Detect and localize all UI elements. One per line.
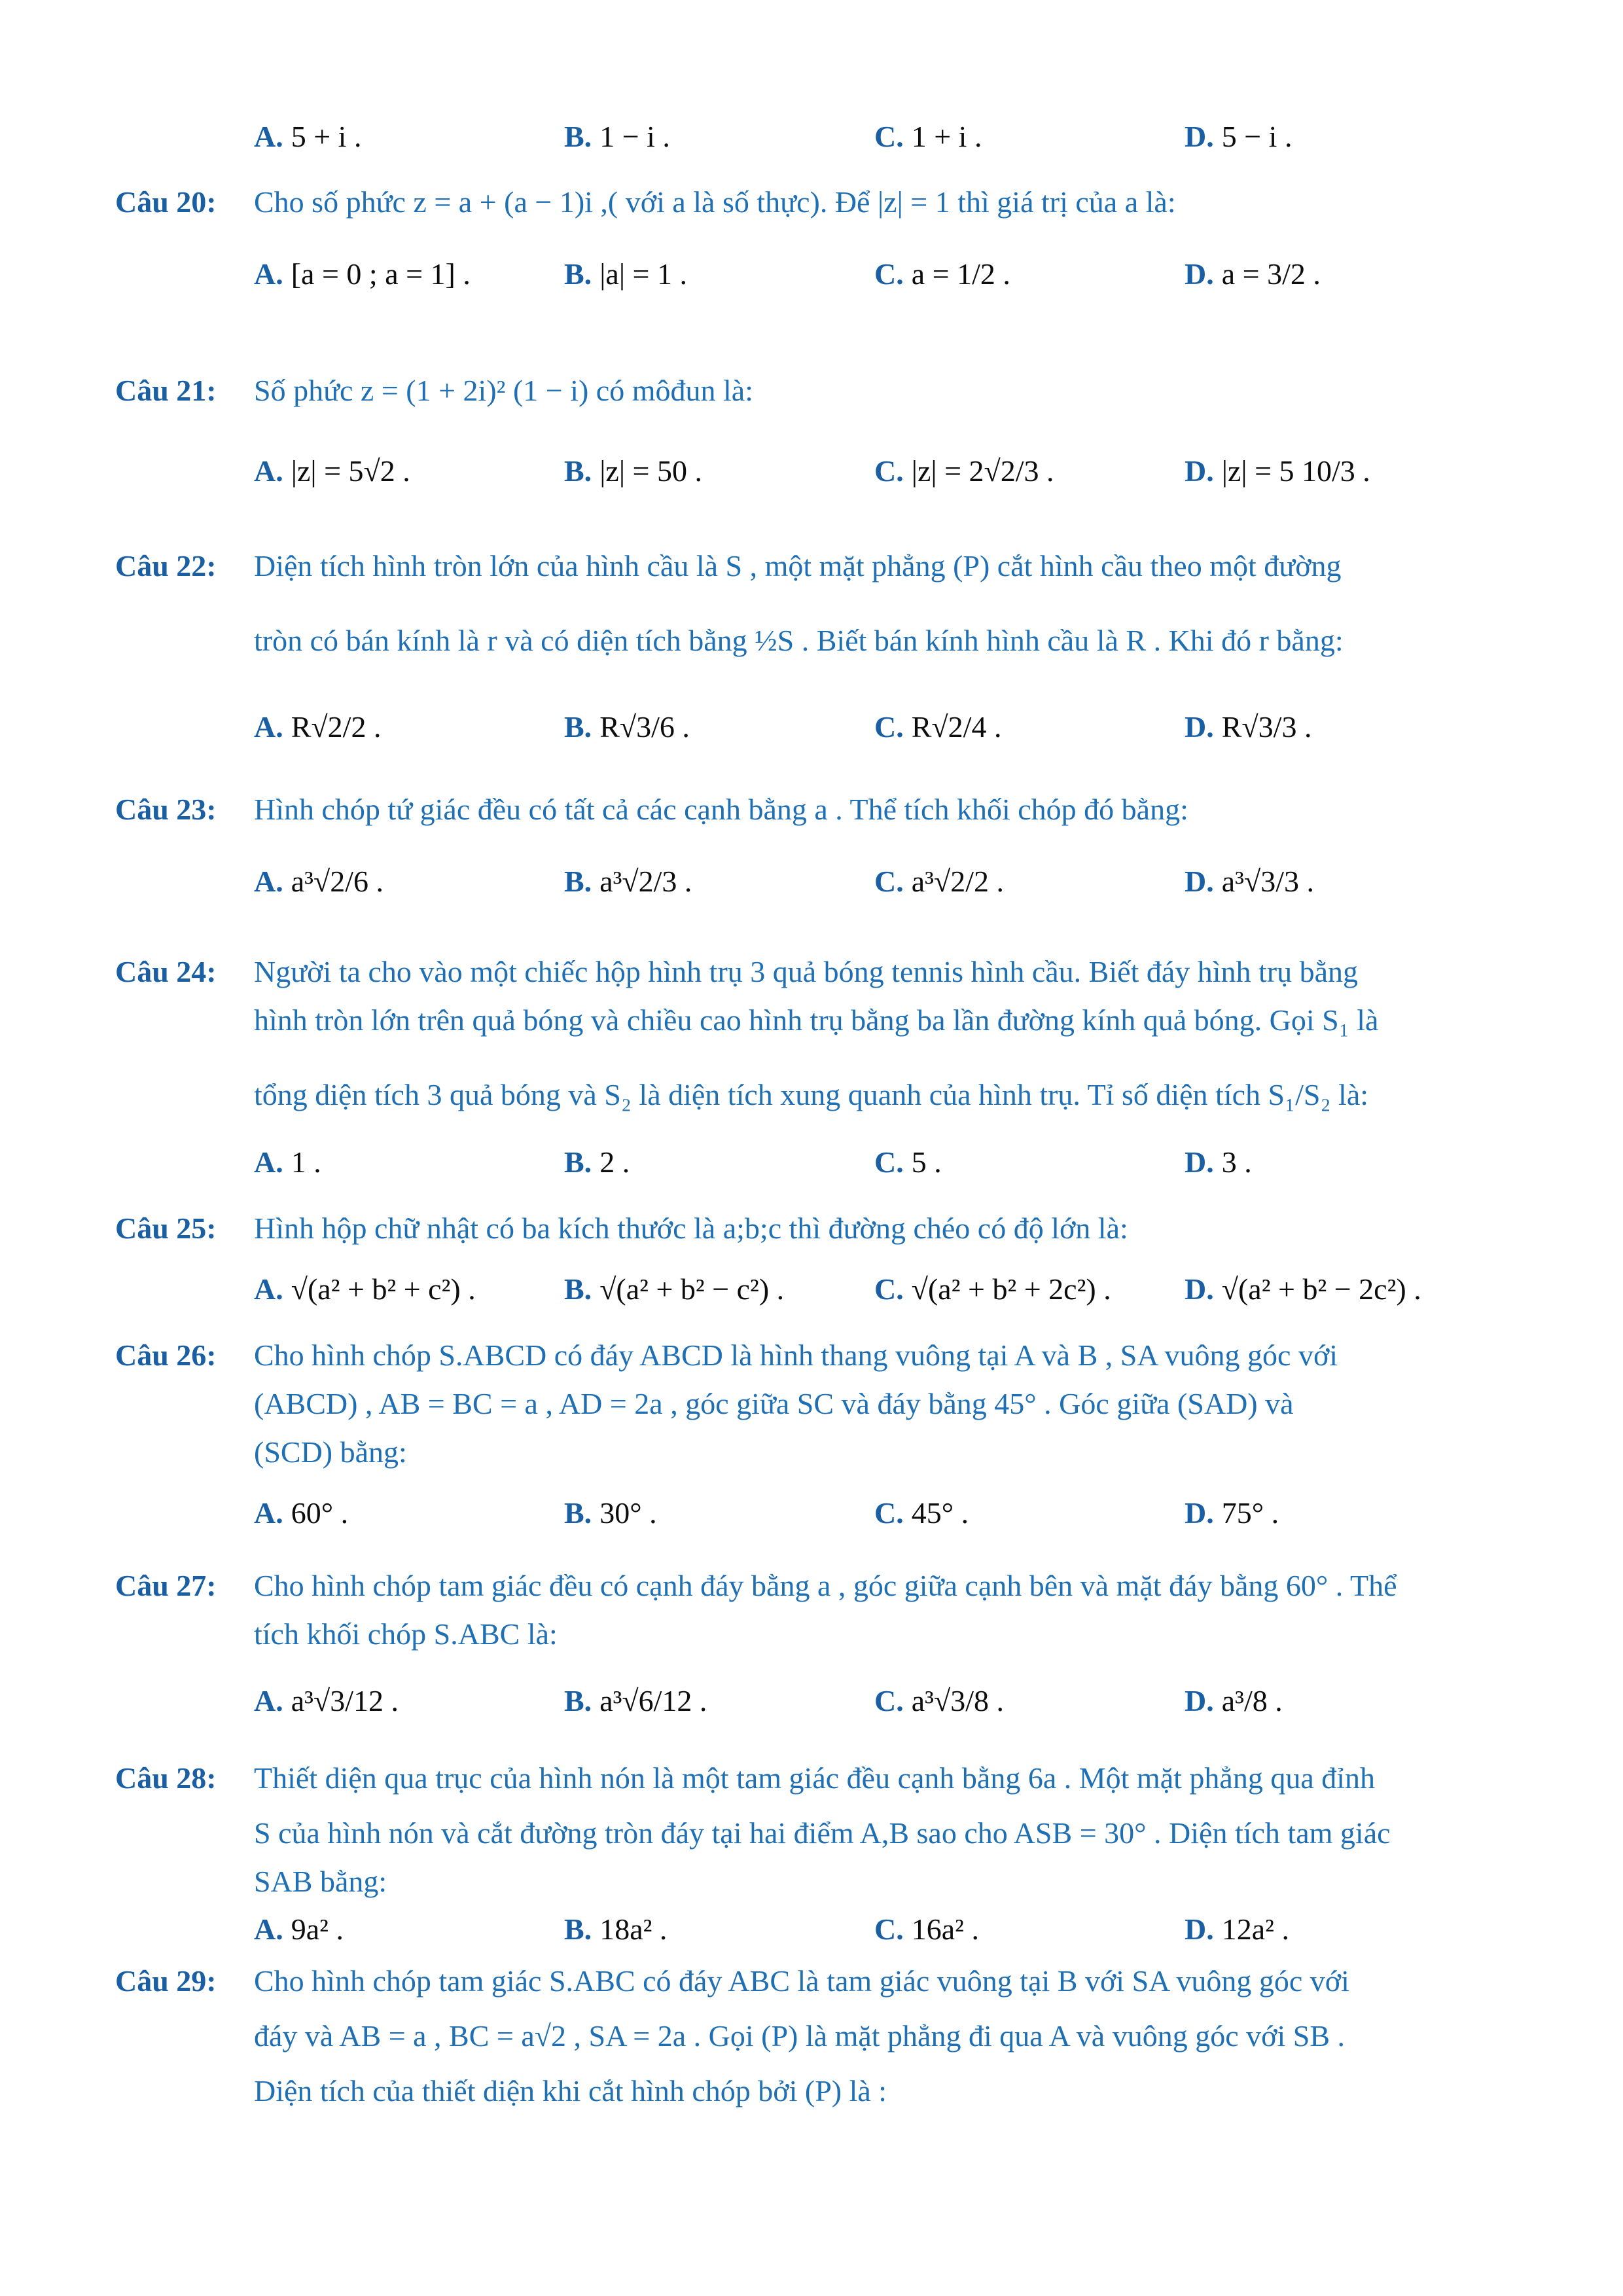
q21-option-b[interactable]: B. |z| = 50 . bbox=[564, 454, 702, 488]
q19-options bbox=[254, 113, 1522, 161]
q22-option-a[interactable]: A. R√2/2 . bbox=[254, 710, 382, 744]
question-29 bbox=[115, 1957, 1522, 2115]
q26-label: Câu 26: bbox=[115, 1338, 217, 1372]
q25-stem bbox=[115, 1204, 1522, 1253]
q28-label: Câu 28: bbox=[115, 1761, 217, 1795]
q24-text-line2: hình tròn lớn trên quả bóng và chiều cao hình trụ bằng ba lần đường kính quả bóng. Gọi S₁ là bbox=[254, 1003, 1379, 1037]
q29-text-line1: Cho hình chóp tam giác S.ABC có đáy ABC là tam giác vuông tại B với SA vuông góc với bbox=[254, 1964, 1349, 1998]
q26-text-line2: (ABCD) , AB = BC = a , AD = 2a , góc giữa SC và đáy bằng 45° . Góc giữa (SAD) và bbox=[254, 1387, 1294, 1420]
question-23 bbox=[115, 785, 1522, 918]
q26-text-line3: (SCD) bằng: bbox=[254, 1435, 407, 1469]
q24-text-line1: Người ta cho vào một chiếc hộp hình trụ 3 quả bóng tennis hình cầu. Biết đáy hình trụ bằng bbox=[254, 955, 1359, 988]
q20-option-b[interactable]: B. |a| = 1 . bbox=[564, 257, 687, 291]
q19-option-b[interactable]: B. 1 − i . bbox=[564, 120, 670, 153]
q22-options bbox=[254, 691, 1522, 763]
q23-option-a[interactable]: A. a³√2/6 . bbox=[254, 865, 383, 898]
q20-label: Câu 20: bbox=[115, 185, 217, 219]
q23-option-c[interactable]: C. a³√2/2 . bbox=[874, 865, 1004, 898]
q22-stem-line1 bbox=[115, 542, 1522, 590]
q29-stem-line1 bbox=[115, 1957, 1522, 2005]
question-21 bbox=[115, 367, 1522, 504]
question-20 bbox=[115, 178, 1522, 310]
q23-text: Hình chóp tứ giác đều có tất cả các cạnh bằng a . Thể tích khối chóp đó bằng: bbox=[254, 793, 1188, 826]
q26-option-a[interactable]: A. 60° . bbox=[254, 1496, 349, 1530]
question-26 bbox=[115, 1331, 1522, 1537]
q28-option-c[interactable]: C. 16a² . bbox=[874, 1912, 979, 1946]
q21-option-c[interactable]: C. |z| = 2√2/3 . bbox=[874, 454, 1054, 488]
q27-option-c[interactable]: C. a³√3/8 . bbox=[874, 1684, 1004, 1717]
q28-option-b[interactable]: B. 18a² . bbox=[564, 1912, 668, 1946]
q20-text: Cho số phức z = a + (a − 1)i ,( với a là số thực). Để |z| = 1 thì giá trị của a là: bbox=[254, 185, 1176, 219]
q25-option-a[interactable]: A. √(a² + b² + c²) . bbox=[254, 1272, 476, 1306]
q27-text-line2: tích khối chóp S.ABC là: bbox=[254, 1617, 558, 1651]
question-25 bbox=[115, 1204, 1522, 1313]
q20-option-a[interactable]: A. [a = 0 ; a = 1] . bbox=[254, 257, 471, 291]
q26-option-d[interactable]: D. 75° . bbox=[1185, 1496, 1279, 1530]
q29-stem-line2 bbox=[254, 2012, 1522, 2060]
q24-option-d[interactable]: D. 3 . bbox=[1185, 1145, 1252, 1179]
q21-stem bbox=[115, 367, 1522, 415]
q24-stem-line3 bbox=[254, 1071, 1522, 1119]
q29-text-line3: Diện tích của thiết diện khi cắt hình chóp bởi (P) là : bbox=[254, 2074, 887, 2108]
q22-option-c[interactable]: C. R√2/4 . bbox=[874, 710, 1002, 744]
q25-options bbox=[254, 1266, 1522, 1313]
q26-stem-line1 bbox=[115, 1331, 1522, 1380]
q21-options bbox=[254, 439, 1522, 504]
question-22 bbox=[115, 542, 1522, 763]
q23-stem bbox=[115, 785, 1522, 834]
q27-text-line1: Cho hình chóp tam giác đều có cạnh đáy bằng a , góc giữa cạnh bên và mặt đáy bằng 60° . Thể bbox=[254, 1569, 1397, 1602]
q28-stem-line2 bbox=[254, 1809, 1522, 1857]
q25-label: Câu 25: bbox=[115, 1211, 217, 1245]
q25-option-b[interactable]: B. √(a² + b² − c²) . bbox=[564, 1272, 785, 1306]
q27-label: Câu 27: bbox=[115, 1569, 217, 1602]
q20-stem bbox=[115, 178, 1522, 226]
q25-option-d[interactable]: D. √(a² + b² − 2c²) . bbox=[1185, 1272, 1421, 1306]
q26-option-c[interactable]: C. 45° . bbox=[874, 1496, 969, 1530]
q26-stem-line2 bbox=[254, 1380, 1522, 1428]
q22-text-line2: tròn có bán kính là r và có diện tích bằng ½S . Biết bán kính hình cầu là R . Khi đó r bằng: bbox=[254, 624, 1344, 657]
q28-option-a[interactable]: A. 9a² . bbox=[254, 1912, 344, 1946]
q28-stem-line1 bbox=[115, 1754, 1522, 1803]
q28-option-d[interactable]: D. 12a² . bbox=[1185, 1912, 1289, 1946]
question-28 bbox=[115, 1754, 1522, 1953]
q29-stem-line3 bbox=[254, 2067, 1522, 2115]
question-24 bbox=[115, 948, 1522, 1186]
question-19-options-block bbox=[115, 113, 1522, 161]
q22-label: Câu 22: bbox=[115, 549, 217, 583]
q29-text-line2: đáy và AB = a , BC = a√2 , SA = 2a . Gọi (P) là mặt phẳng đi qua A và vuông góc với SB . bbox=[254, 2019, 1346, 2053]
q26-options bbox=[254, 1490, 1522, 1537]
q24-option-c[interactable]: C. 5 . bbox=[874, 1145, 942, 1179]
q19-option-c[interactable]: C. 1 + i . bbox=[874, 120, 982, 153]
q27-stem-line2 bbox=[254, 1610, 1522, 1659]
q29-label: Câu 29: bbox=[115, 1964, 217, 1998]
q24-text-line3: tổng diện tích 3 quả bóng và S₂ là diện tích xung quanh của hình trụ. Tỉ số diện tích S₁/S₂ là: bbox=[254, 1078, 1369, 1111]
q23-option-d[interactable]: D. a³√3/3 . bbox=[1185, 865, 1314, 898]
q22-text-line1: Diện tích hình tròn lớn của hình cầu là S , một mặt phẳng (P) cắt hình cầu theo một đường bbox=[254, 549, 1342, 583]
q20-option-c[interactable]: C. a = 1/2 . bbox=[874, 257, 1010, 291]
q28-text-line3: SAB bằng: bbox=[254, 1865, 387, 1898]
q20-options bbox=[254, 238, 1522, 310]
q22-option-b[interactable]: B. R√3/6 . bbox=[564, 710, 690, 744]
q19-option-d[interactable]: D. 5 − i . bbox=[1185, 120, 1293, 153]
q28-options bbox=[254, 1906, 1522, 1953]
q27-option-d[interactable]: D. a³/8 . bbox=[1185, 1684, 1283, 1717]
q23-option-b[interactable]: B. a³√2/3 . bbox=[564, 865, 692, 898]
q22-option-d[interactable]: D. R√3/3 . bbox=[1185, 710, 1312, 744]
q24-label: Câu 24: bbox=[115, 955, 217, 988]
q19-option-a[interactable]: A. 5 + i . bbox=[254, 120, 362, 153]
q27-stem-line1 bbox=[115, 1562, 1522, 1610]
q28-text-line2: S của hình nón và cắt đường tròn đáy tại hai điểm A,B sao cho ASB = 30° . Diện tích tam giác bbox=[254, 1816, 1391, 1850]
q24-stem-line2 bbox=[254, 996, 1522, 1045]
q27-option-a[interactable]: A. a³√3/12 . bbox=[254, 1684, 399, 1717]
q24-option-a[interactable]: A. 1 . bbox=[254, 1145, 321, 1179]
q20-option-d[interactable]: D. a = 3/2 . bbox=[1185, 257, 1321, 291]
q26-stem-line3 bbox=[254, 1428, 1522, 1477]
q28-stem-line3 bbox=[254, 1857, 1522, 1906]
q21-option-a[interactable]: A. |z| = 5√2 . bbox=[254, 454, 410, 488]
q25-text: Hình hộp chữ nhật có ba kích thước là a;b;c thì đường chéo có độ lớn là: bbox=[254, 1211, 1128, 1245]
q21-option-d[interactable]: D. |z| = 5 10/3 . bbox=[1185, 454, 1370, 488]
q23-label: Câu 23: bbox=[115, 793, 217, 826]
q21-label: Câu 21: bbox=[115, 374, 217, 407]
q21-text: Số phức z = (1 + 2i)² (1 − i) có môđun là: bbox=[254, 374, 753, 407]
q27-option-b[interactable]: B. a³√6/12 . bbox=[564, 1684, 707, 1717]
q28-text-line1: Thiết diện qua trục của hình nón là một tam giác đều cạnh bằng 6a . Một mặt phẳng qua đỉnh bbox=[254, 1761, 1376, 1795]
question-27 bbox=[115, 1562, 1522, 1737]
q25-option-c[interactable]: C. √(a² + b² + 2c²) . bbox=[874, 1272, 1111, 1306]
q23-options bbox=[254, 846, 1522, 918]
q22-stem-line2 bbox=[254, 617, 1522, 665]
q24-stem-line1 bbox=[115, 948, 1522, 996]
q27-options bbox=[254, 1665, 1522, 1737]
q24-options bbox=[254, 1139, 1522, 1186]
q24-option-b[interactable]: B. 2 . bbox=[564, 1145, 630, 1179]
q26-text-line1: Cho hình chóp S.ABCD có đáy ABCD là hình thang vuông tại A và B , SA vuông góc với bbox=[254, 1338, 1338, 1372]
q26-option-b[interactable]: B. 30° . bbox=[564, 1496, 657, 1530]
